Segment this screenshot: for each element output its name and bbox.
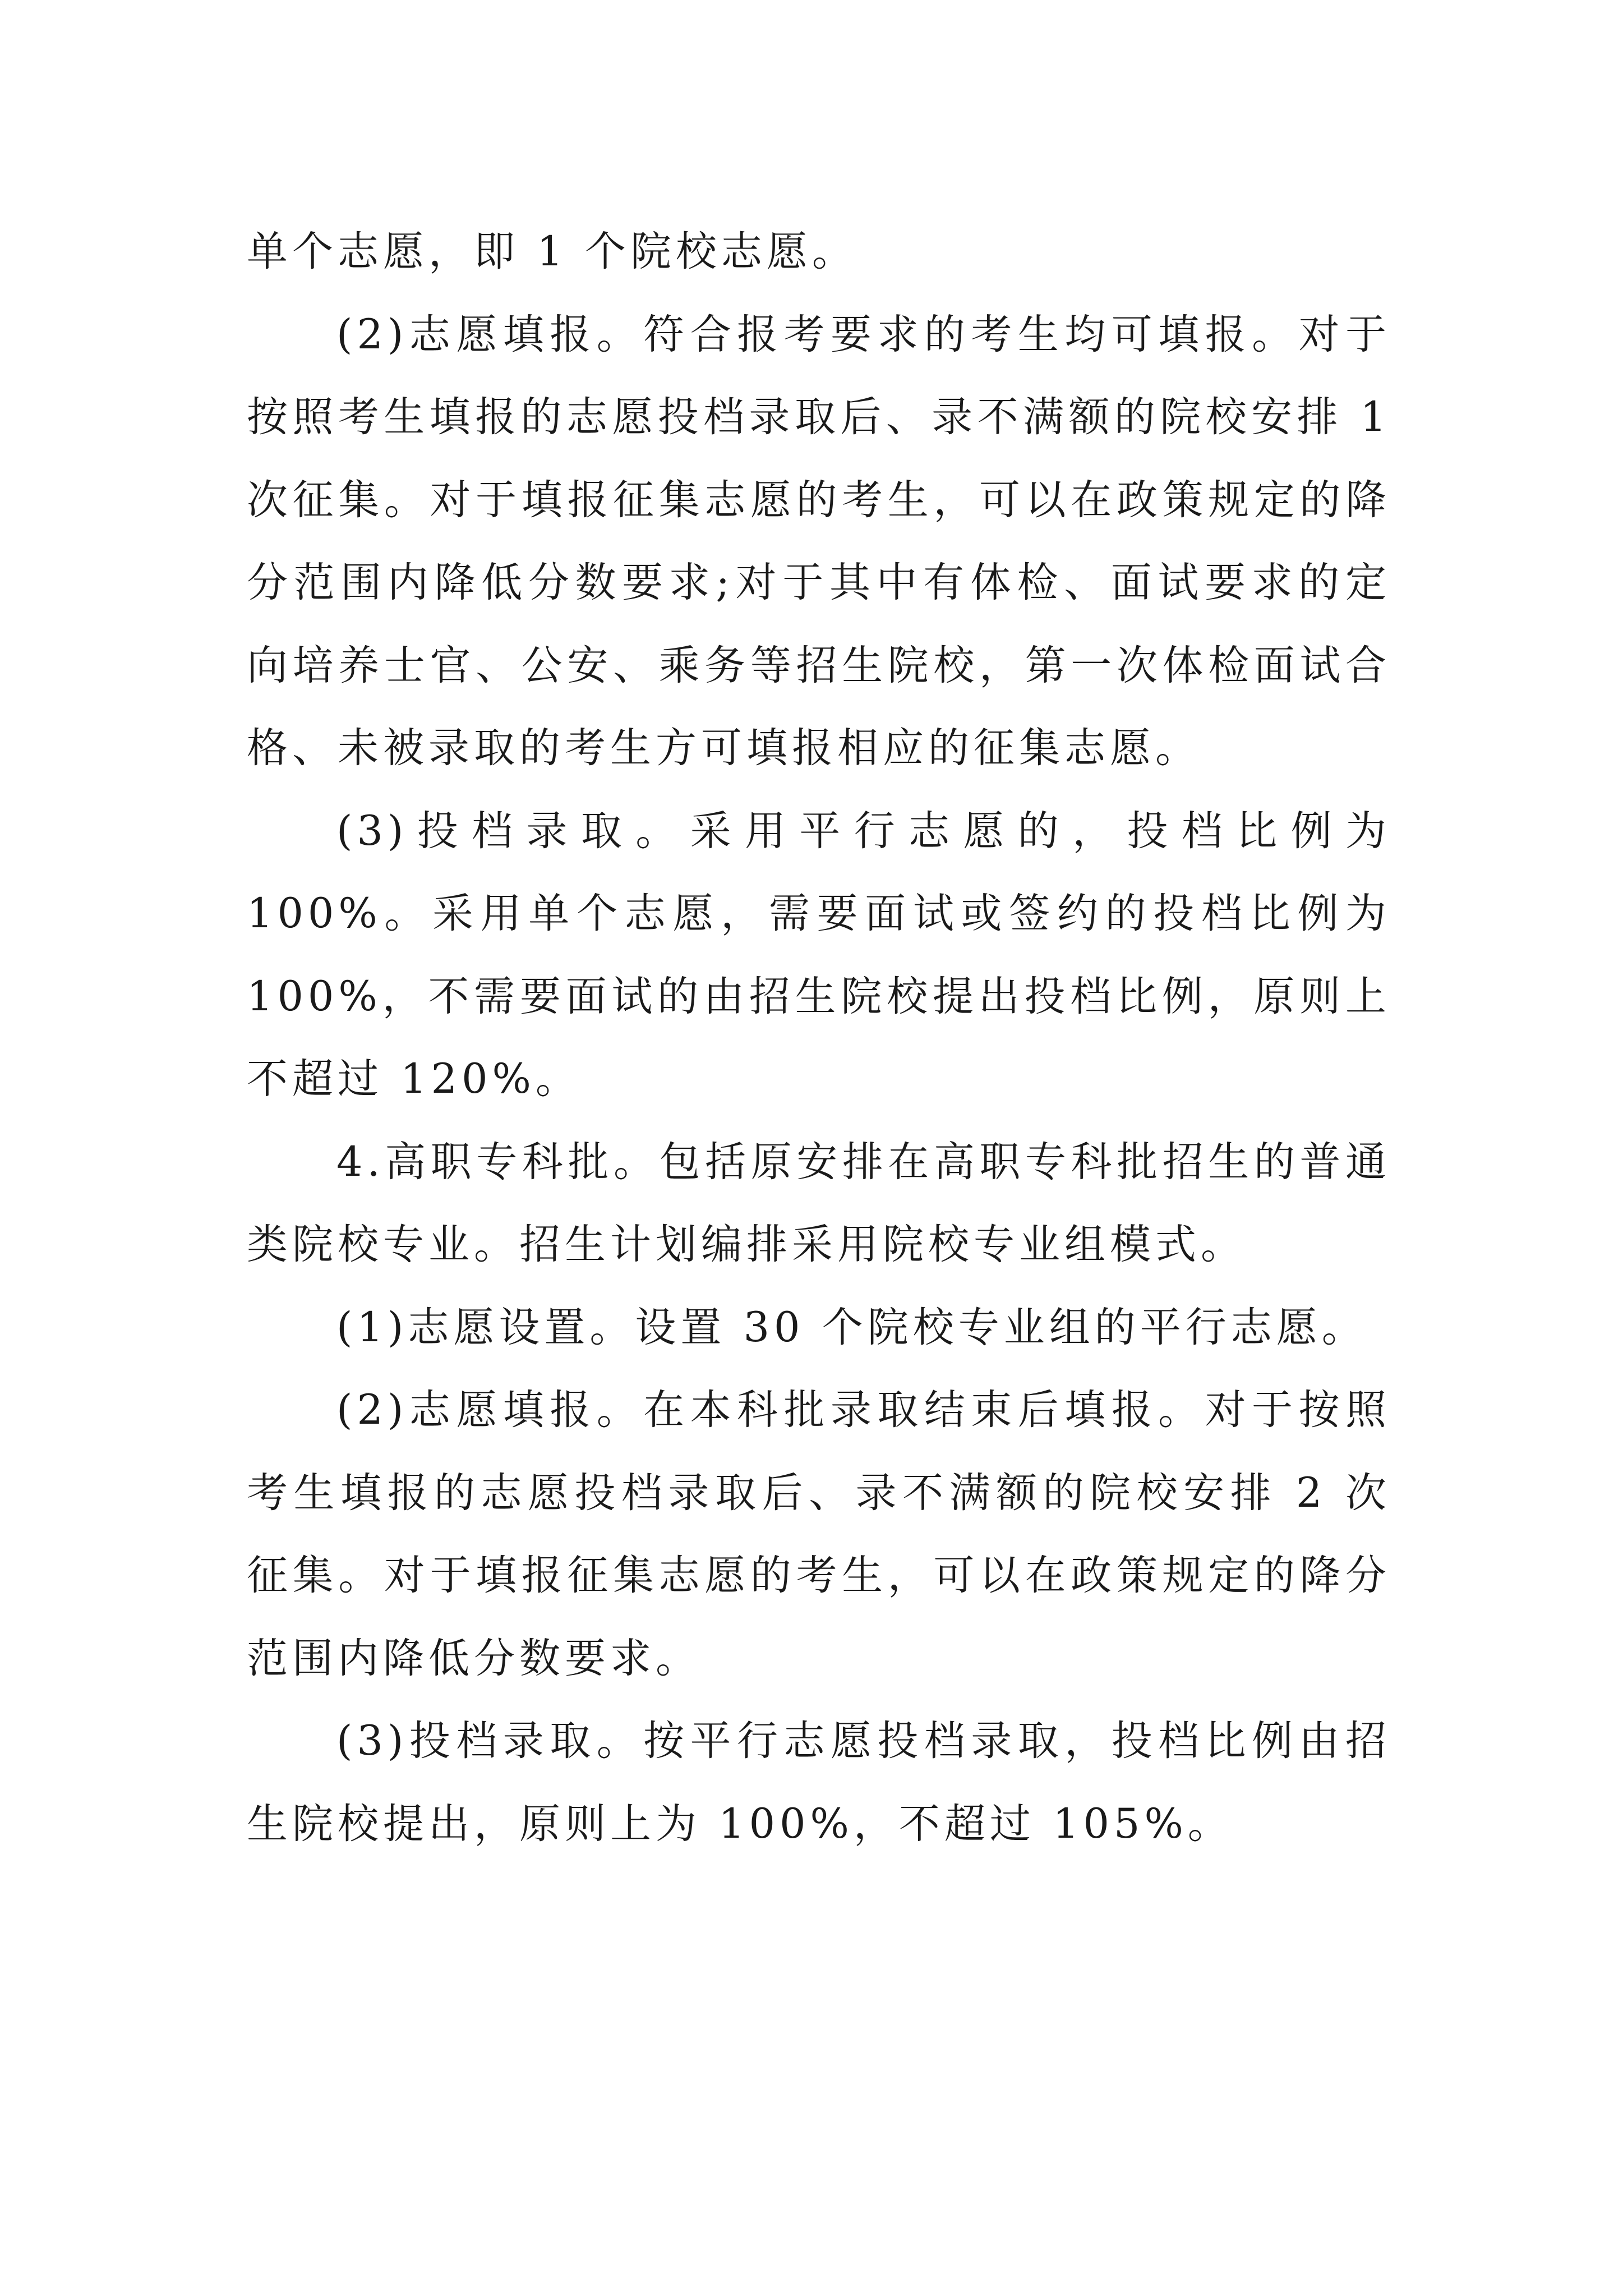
paragraph-volunteer-setup: (1)志愿设置。设置 30 个院校专业组的平行志愿。	[336, 1303, 1367, 1351]
paragraph-continuation: 单个志愿，即 1 个院校志愿。	[247, 228, 857, 275]
document-body	[247, 210, 1391, 1865]
paragraph-vocational-batch: 4.高职专科批。包括原安排在高职专科批招生的普通类院校专业。招生计划编排采用院校专业组模式。	[247, 1138, 1391, 1268]
paragraph-volunteer-filling: (2)志愿填报。符合报考要求的考生均可填报。对于按照考生填报的志愿投档录取后、录不满额的院校安排 1 次征集。对于填报征集志愿的考生，可以在政策规定的降分范围内降低分数要求;对于其中有体检、面试要求的定向培养士官、公安、乘务等招生院校，第一次体检面试合格、未被录取的考生方可填报相应的征集志愿。	[247, 310, 1391, 772]
paragraph-vocational-filling: (2)志愿填报。在本科批录取结束后填报。对于按照考生填报的志愿投档录取后、录不满额的院校安排 2 次征集。对于填报征集志愿的考生，可以在政策规定的降分范围内降低分数要求。	[247, 1386, 1391, 1682]
paragraph-vocational-admission: (3)投档录取。按平行志愿投档录取，投档比例由招生院校提出，原则上为 100%，不超过 105%。	[247, 1717, 1391, 1848]
paragraph-admission-ratio: (3)投档录取。采用平行志愿的，投档比例为 100%。采用单个志愿，需要面试或签约的投档比例为 100%，不需要面试的由招生院校提出投档比例，原则上不超过 120%。	[247, 807, 1391, 1103]
